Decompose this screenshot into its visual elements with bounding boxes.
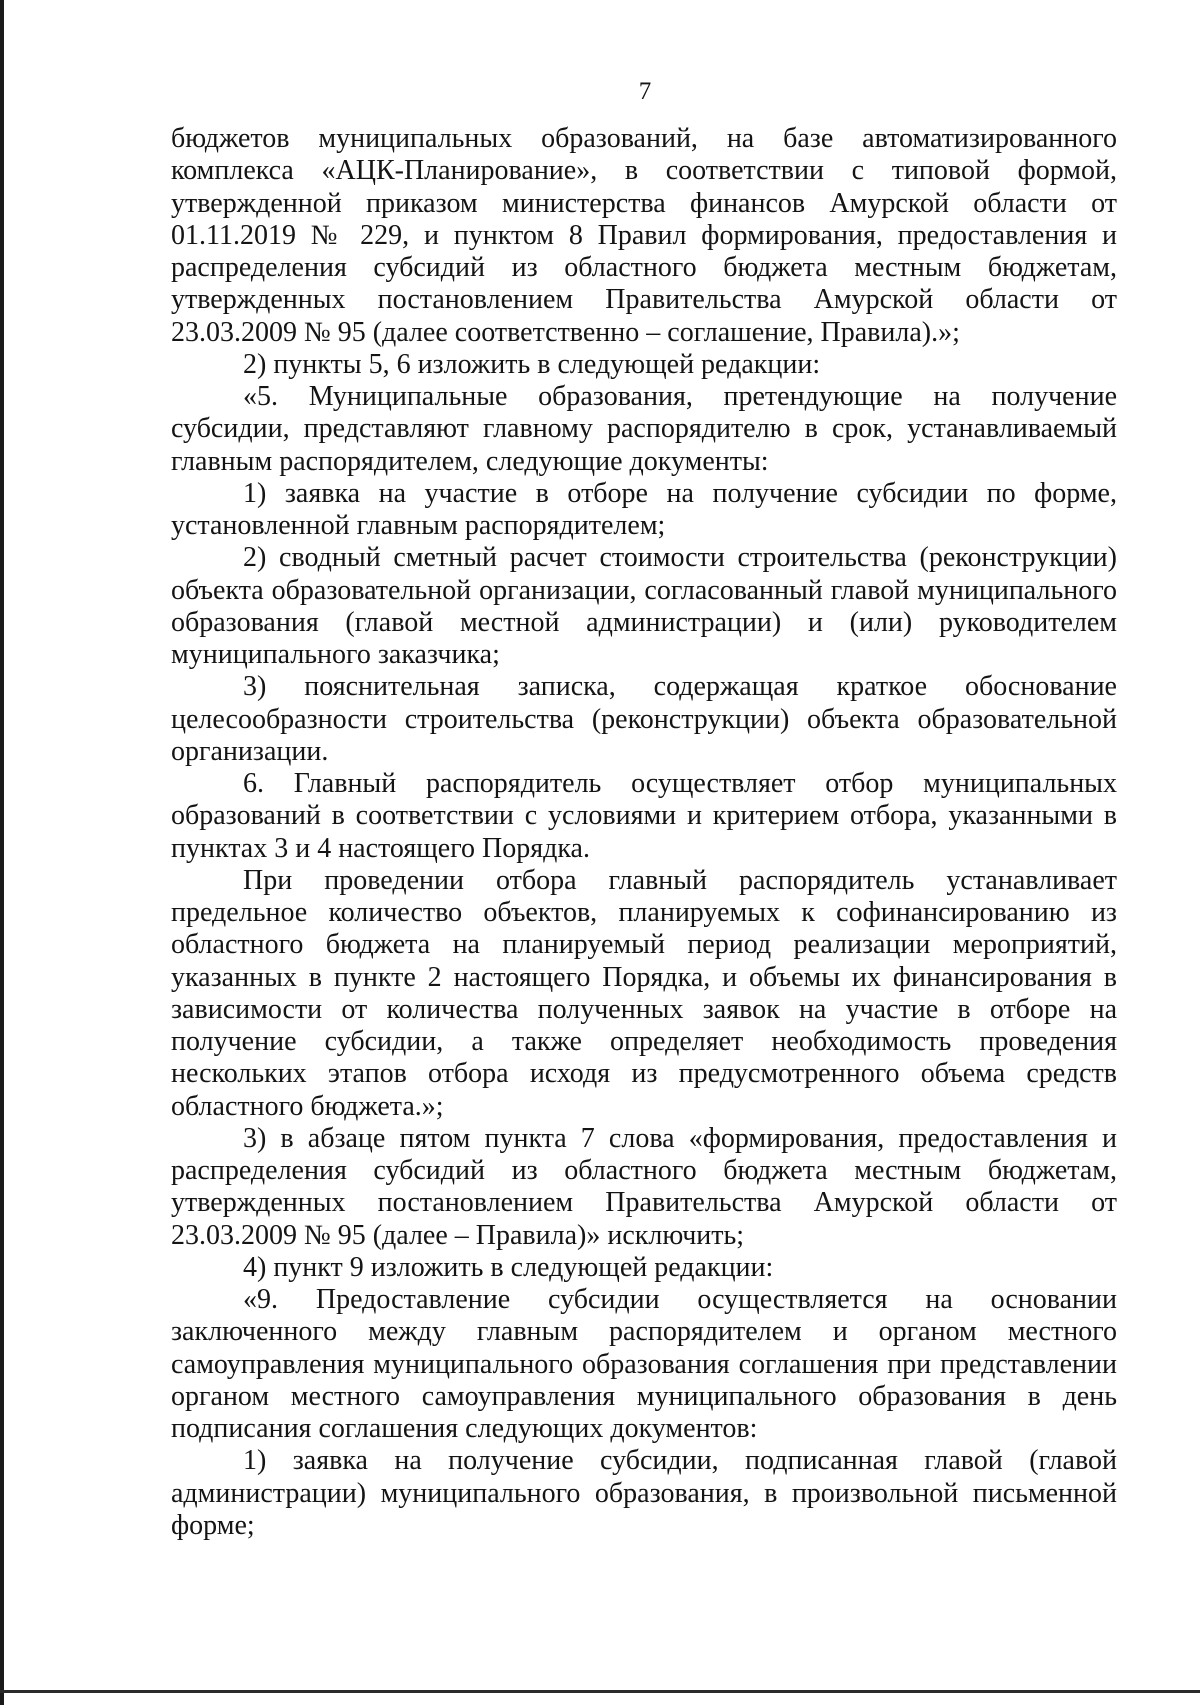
paragraph-subitem-2: 2) сводный сметный расчет стоимости строительства (реконструкции) объекта образовательной организации, согласованный главой муниципального образования (главой местной администрации) и (или) руководителем муниципального заказчика; xyxy=(171,542,1117,670)
paragraph-selection-rules: При проведении отбора главный распорядитель устанавливает предельное количество объектов, планируемых к софинансированию из областного бюджета на планируемый период реализации мероприятий, указанных в пункте 2 настоящего Порядка, и объемы их финансирования в зависимости от количества полученных заявок на участие в отборе на получение субсидии, а также определяет необходимость проведения нескольких этапов отбора исходя из предусмотренного объема средств областного бюджета.»; xyxy=(171,864,1117,1122)
scan-left-edge xyxy=(0,0,4,1705)
paragraph-subitem-1: 1) заявка на участие в отборе на получение субсидии по форме, установленной главным распорядителем; xyxy=(171,477,1117,541)
paragraph-item-3: 3) в абзаце пятом пункта 7 слова «формирования, предоставления и распределения субсидий из областного бюджета местным бюджетам, утвержденных постановлением Правительства Амурской области от 23.03.2009 № 95 (далее – Правила)» исключить; xyxy=(171,1122,1117,1251)
paragraph-item-2: 2) пункты 5, 6 изложить в следующей редакции: xyxy=(243,348,821,380)
paragraph-continuation: бюджетов муниципальных образований, на базе автоматизированного комплекса «АЦК-Планирование», в соответствии с типовой формой, утвержденной приказом министерства финансов Амурской области от 01.11.2019 № 229, и пунктом 8 Правил формирования, предоставления и распределения субсидий из областного бюджета местным бюджетам, утвержденных постановлением Правительства Амурской области от 23.03.2009 № 95 (далее соответственно – соглашение, Правила).»; xyxy=(171,123,1117,348)
page-number: 7 xyxy=(638,78,652,105)
paragraph-point-6: 6. Главный распорядитель осуществляет отбор муниципальных образований в соответствии с условиями и критерием отбора, указанными в пунктах 3 и 4 настоящего Порядка. xyxy=(171,768,1117,864)
paragraph-point-9-subitem-1: 1) заявка на получение субсидии, подписанная главой (главой администрации) муниципального образования, в произвольной письменной форме; xyxy=(171,1445,1117,1541)
document-body xyxy=(171,123,1117,1542)
paragraph-point-5: «5. Муниципальные образования, претендующие на получение субсидии, представляют главному распорядителю в срок, устанавливаемый главным распорядителем, следующие документы: xyxy=(171,381,1117,477)
scan-bottom-edge xyxy=(0,1690,1200,1693)
paragraph-item-4: 4) пункт 9 изложить в следующей редакции: xyxy=(243,1251,774,1283)
paragraph-point-9: «9. Предоставление субсидии осуществляется на основании заключенного между главным распорядителем и органом местного самоуправления муниципального образования соглашения при представлении органом местного самоуправления муниципального образования в день подписания соглашения следующих документов: xyxy=(171,1284,1117,1444)
paragraph-subitem-3: 3) пояснительная записка, содержащая краткое обоснование целесообразности строительства (реконструкции) объекта образовательной организации. xyxy=(171,671,1117,767)
